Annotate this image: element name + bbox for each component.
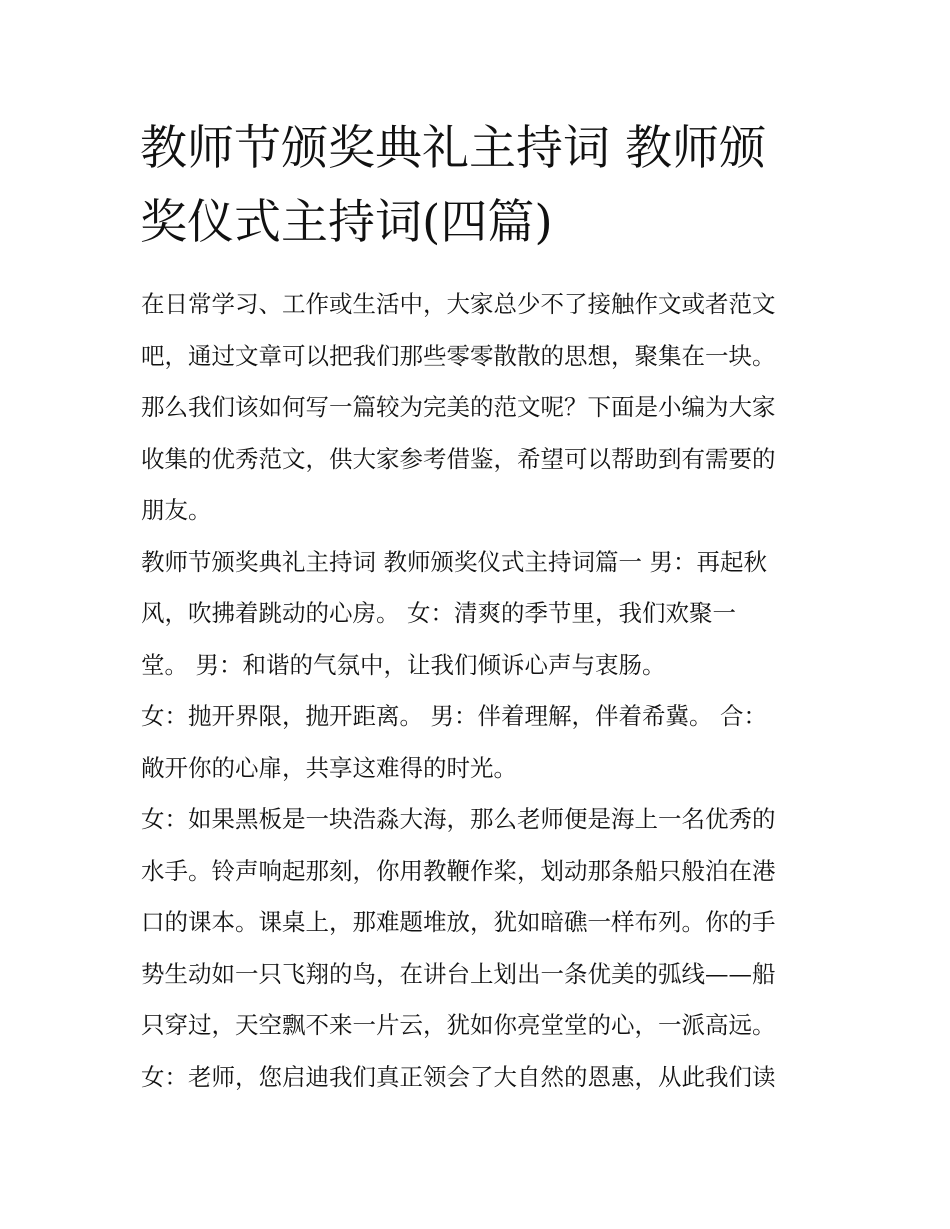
body-line: 朋友。 bbox=[141, 496, 212, 524]
body-line: 口的课本。课桌上，那难题堆放，犹如暗礁一样布列。你的手 bbox=[141, 908, 776, 936]
body-line: 女：如果黑板是一块浩淼大海，那么老师便是海上一名优秀的 bbox=[141, 805, 776, 833]
body-line: 水手。铃声响起那刻，你用教鞭作桨，划动那条船只般泊在港 bbox=[141, 856, 776, 885]
title-line: 教师节颁奖典礼主持词 教师颁 bbox=[140, 121, 766, 176]
document-title bbox=[140, 112, 820, 260]
body-line: 那么我们该如何写一篇较为完美的范文呢？下面是小编为大家 bbox=[141, 393, 776, 421]
body-line: 吧，通过文章可以把我们那些零零散散的思想，聚集在一块。 bbox=[141, 341, 776, 370]
body-line: 只穿过，天空飘不来一片云，犹如你亮堂堂的心，一派高远。 bbox=[141, 1011, 776, 1039]
body-line: 女：老师，您启迪我们真正领会了大自然的恩惠，从此我们读 bbox=[141, 1062, 776, 1091]
body-line: 堂。 男：和谐的气氛中，让我们倾诉心声与衷肠。 bbox=[141, 650, 666, 679]
title-line: 奖仪式主持词(四篇) bbox=[140, 195, 553, 250]
body-line: 势生动如一只飞翔的鸟，在讲台上划出一条优美的弧线——船 bbox=[141, 959, 776, 988]
body-line: 敞开你的心扉，共享这难得的时光。 bbox=[141, 753, 517, 782]
body-line: 女：抛开界限，抛开距离。 男：伴着理解，伴着希冀。 合： bbox=[141, 702, 767, 730]
body-line: 风，吹拂着跳动的心房。 女：清爽的季节里，我们欢聚一 bbox=[141, 599, 736, 627]
body-line: 教师节颁奖典礼主持词 教师颁奖仪式主持词篇一 男：再起秋 bbox=[141, 547, 767, 576]
body-line: 收集的优秀范文，供大家参考借鉴，希望可以帮助到有需要的 bbox=[141, 444, 776, 473]
body-line: 在日常学习、工作或生活中，大家总少不了接触作文或者范文 bbox=[141, 290, 776, 318]
document-body bbox=[141, 279, 821, 1103]
